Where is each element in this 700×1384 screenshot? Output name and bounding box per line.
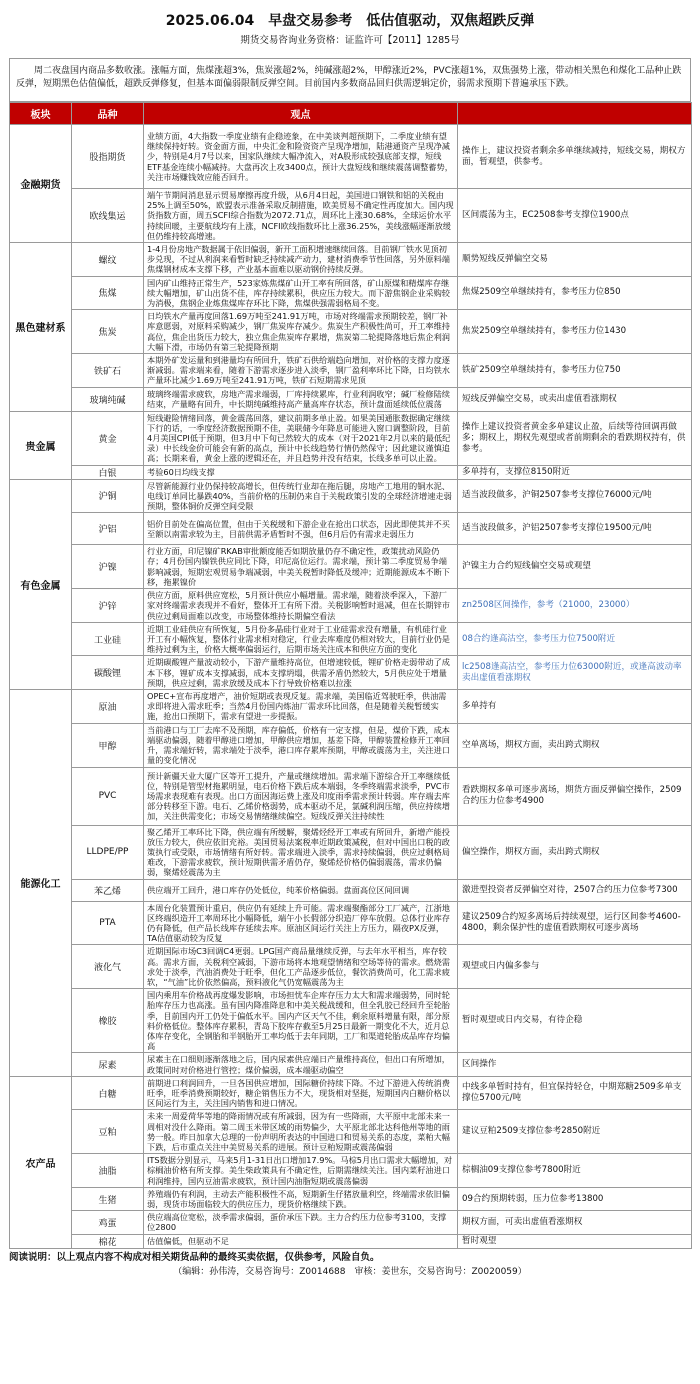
- strategy-cell: 期权方面，可卖出虚值看涨期权: [458, 1211, 692, 1234]
- table-row: [10, 513, 692, 545]
- sector-cell: 农产品: [10, 1076, 72, 1248]
- product-cell: 白糖: [72, 1076, 144, 1110]
- table-row: [10, 689, 692, 723]
- table-row: [10, 945, 692, 989]
- product-cell: 螺纹: [72, 243, 144, 277]
- table-row: [10, 125, 692, 189]
- product-cell: 沪锌: [72, 589, 144, 623]
- header-view: 观点: [144, 103, 458, 125]
- view-cell: 尿素主在口细则逐渐落地之后，国内尿素供应端日产量维持高位，但出口有所增加，政策同时对价格进行管控；煤价偏弱，成本端驱动偏空: [144, 1053, 458, 1076]
- view-cell: 短线避险情绪回落，黄金震荡回落，建议前期多单止盈。如果美国通胀数据确定继续下行的话，一季度经济数据预期不佳，美联储今年降息可能进入窗口调整阶段，目前4月美国CPI低于预期，但3月中下旬已然较大的成本（对于2021年2月以来的最低纪录）中长线金价可能会有新的高点，预计中长线趋势行情仍然保守；因此建议谨慎追高；长期来看，黄金上涨的逻辑还在，并且趋势并没有结束，长线多单可以止盈。: [144, 411, 458, 465]
- view-cell: 玻璃终端需求疲软，房地产需求端弱，厂库持续累库，行业利润收窄；碱厂检修陆续结束，产量略有回升，中长期纯碱维持高产量高库存状态，预计盘面延续低位震荡: [144, 387, 458, 411]
- strategy-cell: 中线多单暂时持有，但宜保持轻仓，中期郑糖2509多单支撑位5700元/吨: [458, 1076, 692, 1110]
- header-sector: 板块: [10, 103, 72, 125]
- strategy-cell: 暂时观望或日内交易，有待企稳: [458, 989, 692, 1053]
- table-row: [10, 276, 692, 310]
- table-row: [10, 310, 692, 354]
- strategy-cell: 棕榈油09支撑位参考7800附近: [458, 1154, 692, 1188]
- strategy-cell: 焦炭2509空单继续持有，参考压力位1430: [458, 310, 692, 354]
- product-cell: 原油: [72, 689, 144, 723]
- sector-cell: 能源化工: [10, 689, 72, 1076]
- strategy-cell: 暂时观望: [458, 1234, 692, 1248]
- strategy-cell: 09合约预期转弱，压力位参考13800: [458, 1187, 692, 1210]
- product-cell: 尿素: [72, 1053, 144, 1076]
- product-cell: 铁矿石: [72, 354, 144, 388]
- view-cell: ITS数据分别显示，马来5月1-31日出口增加17.9%。马棕5月出口需求大幅增加，对棕榈油价格有所支撑。美生柴政策具有不确定性，后期需继续关注。国内菜籽油进口利润维持，国内豆油需求疲软，预计国内油脂短期或震荡偏弱: [144, 1154, 458, 1188]
- table-row: [10, 1053, 692, 1076]
- product-cell: 鸡蛋: [72, 1211, 144, 1234]
- table-row: [10, 767, 692, 825]
- product-cell: 焦炭: [72, 310, 144, 354]
- table-row: [10, 723, 692, 767]
- view-cell: 端午节期间消息显示贸易摩擦再度升级，从6月4日起，美国进口钢铁和铝的关税由25%上调至50%，欧盟表示准备采取反制措施，欧美贸易不确定性再度加大。国内现货指数方面，周五SCFI综合指数为2072.71点，周环比上涨30.68%，全球运价水平持续回暖，主要航线均有上涨，NCFI欧线指数环比上涨36.25%，美线涨幅逐渐放缓但仍维持较高增速。: [144, 189, 458, 243]
- product-cell: 股指期货: [72, 125, 144, 189]
- product-cell: 碳酸锂: [72, 656, 144, 690]
- strategy-cell: 多单持有: [458, 689, 692, 723]
- product-cell: 豆粕: [72, 1110, 144, 1154]
- strategy-cell: 操作上，建议投资者剩余多单继续减持，短线交易，期权方面，暂观望，供参考。: [458, 125, 692, 189]
- table-header-row: [10, 103, 692, 125]
- view-cell: 聚乙烯开工率环比下降，供应端有所缓解，聚烯烃经开工率或有所回升，新增产能投放压力较大，供应依旧充裕。美国贸易法案税率近期政策减税，但对中国出口税的政策执行或受限，市场情绪有所好转。需求端进入淡季，需求持续偏弱，供应过剩格局难改，下游需求疲软，预计短期供需矛盾仍存，聚烯烃价格仍偏弱震荡，需求仍偏弱，聚烯烃震荡为主: [144, 825, 458, 879]
- view-cell: 养殖端仍有利润，主动去产能积极性不高，短期新生仔猪放量利空，终端需求依旧偏弱，现货市场面临较大的供应压力，现货价格继续下跌。: [144, 1187, 458, 1210]
- view-cell: 行业方面，印尼镍矿RKAB审批额度能否如期放量仍存不确定性，政策扰动风险仍存；4月份国内镍铁供应同比下降，印尼高位运行。需求端，预计第二季度贸易争端影响减弱，短期宏观贸易争端减弱，中美关税暂时降低及缓冲；近期能源成本不断下移，拖累镍价: [144, 545, 458, 589]
- product-cell: 甲醇: [72, 723, 144, 767]
- strategy-cell: 看跌期权多单可逐步离场，期货方面反弹偏空操作，2509合约压力位参考4900: [458, 767, 692, 825]
- table-row: [10, 1211, 692, 1234]
- reference-table: [9, 102, 692, 1249]
- strategy-cell: 适当波段做多，沪铝2507参考支撑位19500元/吨: [458, 513, 692, 545]
- product-cell: 油脂: [72, 1154, 144, 1188]
- table-row: [10, 1110, 692, 1154]
- view-cell: OPEC+宣布再度增产，油价短期或表现反复。需求端，美国临近驾驶旺季，供油需求即将进入需求旺季；当然4月份国内炼油厂需求环比回落，但是随着关税暂缓实施，抢出口预期下，需求有望进一步提振。: [144, 689, 458, 723]
- table-body: [10, 125, 692, 1249]
- table-row: [10, 354, 692, 388]
- market-summary: 周二夜盘国内商品多数收涨。涨幅方面，焦煤涨超3%，焦炭涨超2%，纯碱涨超2%，甲醇涨近2%，PVC涨超1%，双焦强势上涨，带动相关黑色和煤化工品种止跌反弹，短期黑色估值偏低，超跌反弹修复，但基本面偏弱限制反弹空间。目前国内多数商品回归供需逻辑定价，弱需求预期下普遍承压下跌。: [9, 58, 691, 102]
- view-cell: 供应端高位宽松，淡季需求偏弱，蛋价承压下跌。主力合约压力位参考3100，支撑位2800: [144, 1211, 458, 1234]
- view-cell: 供应端开工回升，港口库存仍处低位，纯苯价格偏弱。盘面高位区间回调: [144, 879, 458, 901]
- product-cell: 玻璃纯碱: [72, 387, 144, 411]
- strategy-cell: 短线反弹偏空交易，或卖出虚值看涨期权: [458, 387, 692, 411]
- table-row: [10, 1154, 692, 1188]
- strategy-cell: 空单离场，期权方面，卖出跨式期权: [458, 723, 692, 767]
- product-cell: 沪铜: [72, 479, 144, 513]
- strategy-cell: 激进型投资者反弹偏空对待，2507合约压力位参考7300: [458, 879, 692, 901]
- strategy-cell: 建议2509合约短多离场后持续观望，运行区间参考4600-4800，剩余保护性的虚值看跌期权可逐步离场: [458, 901, 692, 945]
- view-cell: 尽管新能源行业仍保持较高增长，但传统行业却在拖后腿，房地产工地用的铜水泥、电线订单同比暴跌40%，当前价格的压制仍来自于关税政策引发的全球经济增速走弱预期，整体铜价反弹空间受限: [144, 479, 458, 513]
- view-cell: 未来一周爱荷华等地的降雨情况或有所减弱，因为有一些降雨，大平原中北部未来一周相对没什么降雨。第二周玉米带区域的雨势偏少，大平原北部北达科他州等地的雨势一般。昨日加拿大总理的一份声明所表达的中国进口和贸易关系的态度，菜粕大幅下跌，后市重点关注中美贸易关系的进展。预计豆粕短期或震荡偏弱: [144, 1110, 458, 1154]
- view-cell: 本期外矿发运量和到港量均有所回升，铁矿石供给端趋向增加，对价格的支撑力度逐渐减弱。需求端来看，随着下游需求逐步进入淡季，钢厂盈利率环比下降，日均铁水产量环比减少1.69万吨至241.91万吨，铁矿石短期需求见顶: [144, 354, 458, 388]
- view-cell: 考验60日均线支撑: [144, 465, 458, 479]
- view-cell: 1-4月份房地产数据属于依旧偏弱，新开工面积增速继续回落。目前钢厂铁水见顶初步兑现，不过从利润来看暂时缺乏持续减产动力，建材消费季节性回落，另外原料端焦煤钢材成本支撑下移，产业基本面难以驱动钢价持续反弹。: [144, 243, 458, 277]
- strategy-cell: lc2508逢高沽空，参考压力位63000附近，或逢高波动率卖出虚值看涨期权: [458, 656, 692, 690]
- strategy-cell: 适当波段做多，沪铜2507参考支撑位76000元/吨: [458, 479, 692, 513]
- report-title: 2025.06.04 早盘交易参考 低估值驱动，双焦超跌反弹: [165, 13, 535, 29]
- sector-cell: 黑色建材系: [10, 243, 72, 412]
- reading-note: 阅读说明：以上观点内容不构成对相关期货品种的最终买卖依据，仅供参考，风险自负。: [9, 1251, 380, 1263]
- view-cell: 国内乘用车价格战再度爆发影响，市场担忧车企库存压力太大和需求端弱势，同时轮胎库存压力也高涨。虽有国内降准降息和中美关税战缓和，但全乳胶已经回升至轮胎季，目前国内开工仍处于偏低水平。国内产区天气不佳，剩余原料增量有限，部分原料价格低位。整体库存累积，青岛下胶库存截至5月25日最新一期变化不大，近月总体库存变化，全钢胎和半钢胎开工率均低于去年同期，工厂和渠道轮胎成品库存均偏高: [144, 989, 458, 1053]
- strategy-cell: 操作上建议投资者黄金多单建议止盈，后续等待回调再做多；期权上，期权先观望或者前期剩余的看跌期权持有，供参考。: [458, 411, 692, 465]
- product-cell: 沪镍: [72, 545, 144, 589]
- view-cell: 估值偏低，但驱动不足: [144, 1234, 458, 1248]
- table-row: [10, 879, 692, 901]
- table-row: [10, 1234, 692, 1248]
- strategy-cell: 区间操作: [458, 1053, 692, 1076]
- editor-info: （编辑：孙伟涛，交易咨询号：Z0014688 审核：姜世东，交易咨询号：Z0020059）: [173, 1266, 527, 1277]
- view-cell: 供应方面，原料供应宽松，5月预计供应小幅增量。需求端，随着淡季深入，下游厂家对终端需求表现并不看好，整体开工有所下滑。关税影响暂时退减，但在长期锌市供应过剩局面难以改变，市场整体维持长期偏空看法: [144, 589, 458, 623]
- table-row: [10, 589, 692, 623]
- table-row: [10, 479, 692, 513]
- product-cell: 焦煤: [72, 276, 144, 310]
- strategy-cell: 观望或日内偏多参与: [458, 945, 692, 989]
- table-row: [10, 243, 692, 277]
- view-cell: 铝价目前处在偏高位置，但由于关税缓和下游企业在抢出口状态，因此即使其并不买至额以南需求较为主，目前供需矛盾暂时不强，但6月后仍有需求走弱压力: [144, 513, 458, 545]
- table-row: [10, 656, 692, 690]
- strategy-cell: zn2508区间操作，参考（21000，23000）: [458, 589, 692, 623]
- sector-cell: 贵金属: [10, 411, 72, 479]
- sector-cell: 金融期货: [10, 125, 72, 243]
- strategy-cell: 顺势短线反弹偏空交易: [458, 243, 692, 277]
- strategy-cell: 区间震荡为主，EC2508参考支撑位1900点: [458, 189, 692, 243]
- product-cell: 液化气: [72, 945, 144, 989]
- product-cell: 欧线集运: [72, 189, 144, 243]
- table-row: [10, 465, 692, 479]
- table-row: [10, 1187, 692, 1210]
- table-row: [10, 411, 692, 465]
- product-cell: PTA: [72, 901, 144, 945]
- view-cell: 近期工业硅供应有所恢复，5月份多晶硅行业对于工业硅需求没有增量，有机硅行业开工有小幅恢复，整体行业需求相对稳定，行业去库难度仍相对较大，目前行业仍是维持过剩为主，价格大概率偏弱运行，后期市场关注成本和供应方面的变化: [144, 622, 458, 656]
- table-row: [10, 189, 692, 243]
- view-cell: 当前港口与工厂去库不及预期，库存偏低，价格有一定支撑，但是，煤价下跌，成本端驱动偏弱，随着甲醇进口增加，甲醇供应增加，基差下降，甲醇装置检修开工率回升，需求端好转，需求端处于淡季，港口库存累库预期，甲醇或震荡为主，关注进口量的变化情况: [144, 723, 458, 767]
- table-row: [10, 545, 692, 589]
- product-cell: 工业硅: [72, 622, 144, 656]
- strategy-cell: 沪镍主力合约短线偏空交易或观望: [458, 545, 692, 589]
- strategy-cell: 铁矿2509空单继续持有，参考压力位750: [458, 354, 692, 388]
- table-row: [10, 901, 692, 945]
- view-cell: 近期国际市场C3回调C4更弱。LPG国产商品量继续反弹，与去年水平相当，库存较高。需求方面，关税利空减弱，下游市场将本地观望情绪和空场等待的需求。燃烧需求处于淡季，汽油消费处于旺季，但化工产品逐步低位，餐饮消费尚可，化工需求疲软，“气油”比价依然偏高，预料液化气仍宽幅震荡为主: [144, 945, 458, 989]
- product-cell: PVC: [72, 767, 144, 825]
- view-cell: 前期进口利润回升，一旦各国供应增加，国际糖价持续下降。不过下游进入传统消费旺季，旺季消费预期较好，糖企销售压力不大，现货相对坚挺，短期国内白糖价格以区间运行为主，关注国内销售和进口情况。: [144, 1076, 458, 1110]
- report-subtitle: 期货交易咨询业务资格：证监许可【2011】1285号: [240, 35, 460, 46]
- table-row: [10, 1076, 692, 1110]
- table-row: [10, 622, 692, 656]
- product-cell: 棉花: [72, 1234, 144, 1248]
- view-cell: 预计新疆天业大厦广区等开工提升，产量或继续增加。需求端下游综合开工率继续低位，特别是管型材拖累明显，电石价格下跌后成本端弱，冬季终端需求淡季，PVC市场需求表现难有表现。出口方面因海运费上涨及印度雨季需求预计转弱。库存端去库部分转移至下游。电石、乙烯价格弱势，成本驱动不足，氯碱利润压缩，供应持续增加，关注供需变化；市场交易情绪继续偏空。短线反弹关注持续性: [144, 767, 458, 825]
- table-row: [10, 387, 692, 411]
- sector-cell: 有色金属: [10, 479, 72, 689]
- product-cell: 白银: [72, 465, 144, 479]
- product-cell: 橡胶: [72, 989, 144, 1053]
- view-cell: 业绩方面，4大指数一季度业绩有企稳迹象，在中美谈判超预期下，二季度业绩有望继续保持好转。资金面方面，中央汇金和险资资产呈现净增加，陆港通资产呈现净减少，特别是4月7号以来，国家队继续大幅净流入，对A股形成较强底部支撑，短线ETF基金连续小幅减持。大盘再次上攻3400点，预计大盘短线和继续震荡调整蓄势，关注市场赚钱效应能否回升。: [144, 125, 458, 189]
- view-cell: 近期碳酸锂产量波动较小，下游产量维持高位，但增速较低，锂矿价格走弱带动了成本下移，锂矿成本支撑减弱，成本支撑坍塌，供需矛盾仍然较大，5月供应处于增量预期，供应过剩，需求放缓及成本下行导致价格难以拉涨: [144, 656, 458, 690]
- header-strategy: [458, 103, 692, 125]
- table-row: [10, 989, 692, 1053]
- product-cell: 沪铝: [72, 513, 144, 545]
- view-cell: 本周台化装置预计重启，供应仍有延续上升可能。需求端聚酯部分工厂减产，江浙地区终端织造开工率周环比小幅降低，端午小长假部分织造厂停车放假。总体行业库存仍有降低，但产品长线库存延续去库。原油区间运行关注上方压力，隔夜PX反弹，TA估值驱动较为反复: [144, 901, 458, 945]
- product-cell: 苯乙烯: [72, 879, 144, 901]
- strategy-cell: 偏空操作，期权方面，卖出跨式期权: [458, 825, 692, 879]
- strategy-cell: 焦煤2509空单继续持有，参考压力位850: [458, 276, 692, 310]
- header-product: 品种: [72, 103, 144, 125]
- product-cell: 黄金: [72, 411, 144, 465]
- strategy-cell: 多单持有，支撑位8150附近: [458, 465, 692, 479]
- product-cell: LLDPE/PP: [72, 825, 144, 879]
- table-row: [10, 825, 692, 879]
- strategy-cell: 建议豆粕2509支撑位参考2850附近: [458, 1110, 692, 1154]
- view-cell: 日均铁水产量再度回落1.69万吨至241.91万吨，市场对终端需求预期较差，钢厂补库意愿弱，对原料采购减少，钢厂焦炭库存减少。焦炭生产积极性尚可，开工率维持高位，焦企出货压力较大，独立焦企焦炭库存累增，焦炭第二轮提降落地后焦企利润大幅下滑，市场仍有第三轮提降预期: [144, 310, 458, 354]
- product-cell: 生猪: [72, 1187, 144, 1210]
- strategy-cell: 08合约逢高沽空，参考压力位7500附近: [458, 622, 692, 656]
- view-cell: 国内矿山维持正常生产，523家炼焦煤矿山开工率有所回落，矿山原煤和精煤库存继续大幅增加，矿山出货不佳，库存持续累积，供应压力较大。而下游焦钢企业采购较为消极，焦钢企业炼焦煤库存环比下降，焦煤供强需弱格局不变。: [144, 276, 458, 310]
